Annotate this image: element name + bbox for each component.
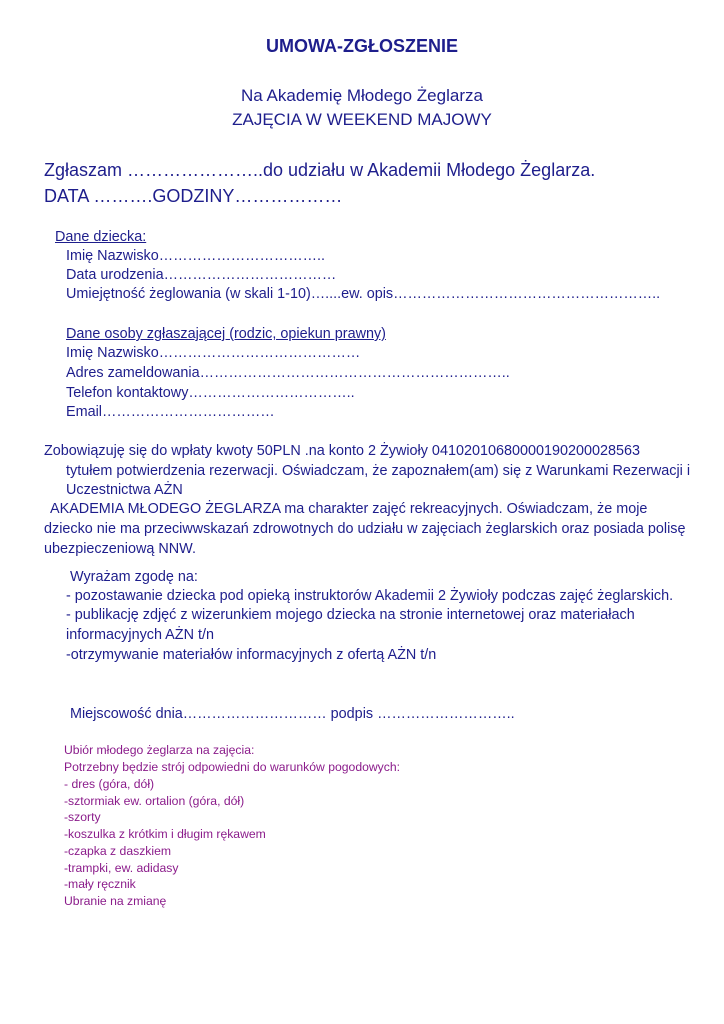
clothing-item: -mały ręcznik	[64, 877, 136, 891]
child-name-field: Imię Nazwisko……………………………..	[66, 248, 326, 264]
clothing-item: -szorty	[64, 810, 101, 824]
guardian-section-heading: Dane osoby zgłaszającej (rodzic, opiekun prawny)	[66, 326, 386, 342]
clothing-intro: Potrzebny będzie strój odpowiedni do warunków pogodowych:	[64, 760, 401, 774]
document-title: UMOWA-ZGŁOSZENIE	[266, 36, 458, 56]
intro-line-date: DATA ……….GODZINY………………	[44, 186, 343, 206]
payment-line: Uczestnictwa AŻN	[66, 482, 183, 498]
child-birthdate-field: Data urodzenia………………………………	[66, 267, 337, 283]
clothing-heading: Ubiór młodego żeglarza na zajęcia:	[64, 743, 255, 757]
clothing-item: -trampki, ew. adidasy	[64, 861, 179, 875]
clothing-item: Ubranie na zmianę	[64, 894, 167, 908]
clothing-item: -czapka z daszkiem	[64, 844, 172, 858]
consent-item: - pozostawanie dziecka pod opieką instruktorów Akademii 2 Żywioły podczas zajęć żeglarskich.	[66, 588, 674, 604]
subtitle-academy: Na Akademię Młodego Żeglarza	[241, 86, 483, 105]
intro-line-registration: Zgłaszam …………………..do udziału w Akademii Młodego Żeglarza.	[44, 160, 596, 180]
payment-line: tytułem potwierdzenia rezerwacji. Oświadczam, że zapoznałem(am) się z Warunkami Rezerwacji i	[66, 463, 691, 479]
guardian-email-field: Email………………………………	[66, 404, 275, 420]
declaration-line: dziecko nie ma przeciwwskazań zdrowotnych do udziału w zajęciach żeglarskich oraz posiada polisę	[44, 521, 686, 537]
declaration-line: AKADEMIA MŁODEGO ŻEGLARZA ma charakter zajęć rekreacyjnych. Oświadczam, że moje	[50, 501, 648, 517]
payment-line: Zobowiązuję się do wpłaty kwoty 50PLN .na konto 2 Żywioły 04102010680000190200028563	[44, 443, 641, 459]
signature-line: Miejscowość dnia………………………… podpis ………………………..	[70, 706, 515, 722]
consent-item: -otrzymywanie materiałów informacyjnych z ofertą AŻN t/n	[66, 647, 437, 663]
clothing-item: -koszulka z krótkim i długim rękawem	[64, 827, 266, 841]
child-section-heading: Dane dziecka:	[55, 229, 147, 245]
child-skill-field: Umiejętność żeglowania (w skali 1-10)…....ew. opis………………………………………………..	[66, 286, 661, 302]
guardian-name-field: Imię Nazwisko……………………………………	[66, 345, 361, 361]
consent-item: - publikację zdjęć z wizerunkiem mojego dziecka na stronie internetowej oraz materiałach	[66, 607, 635, 623]
declaration-line: ubezpieczeniową NNW.	[44, 541, 196, 557]
guardian-phone-field: Telefon kontaktowy……………………………..	[66, 385, 355, 401]
guardian-address-field: Adres zameldowania………………………………………………………..	[66, 365, 510, 381]
clothing-item: -sztormiak ew. ortalion (góra, dół)	[64, 794, 245, 808]
subtitle-event: ZAJĘCIA W WEEKEND MAJOWY	[232, 110, 492, 129]
clothing-item: - dres (góra, dół)	[64, 777, 155, 791]
consent-item: informacyjnych AŻN t/n	[66, 627, 214, 643]
consent-heading: Wyrażam zgodę na:	[70, 569, 198, 585]
